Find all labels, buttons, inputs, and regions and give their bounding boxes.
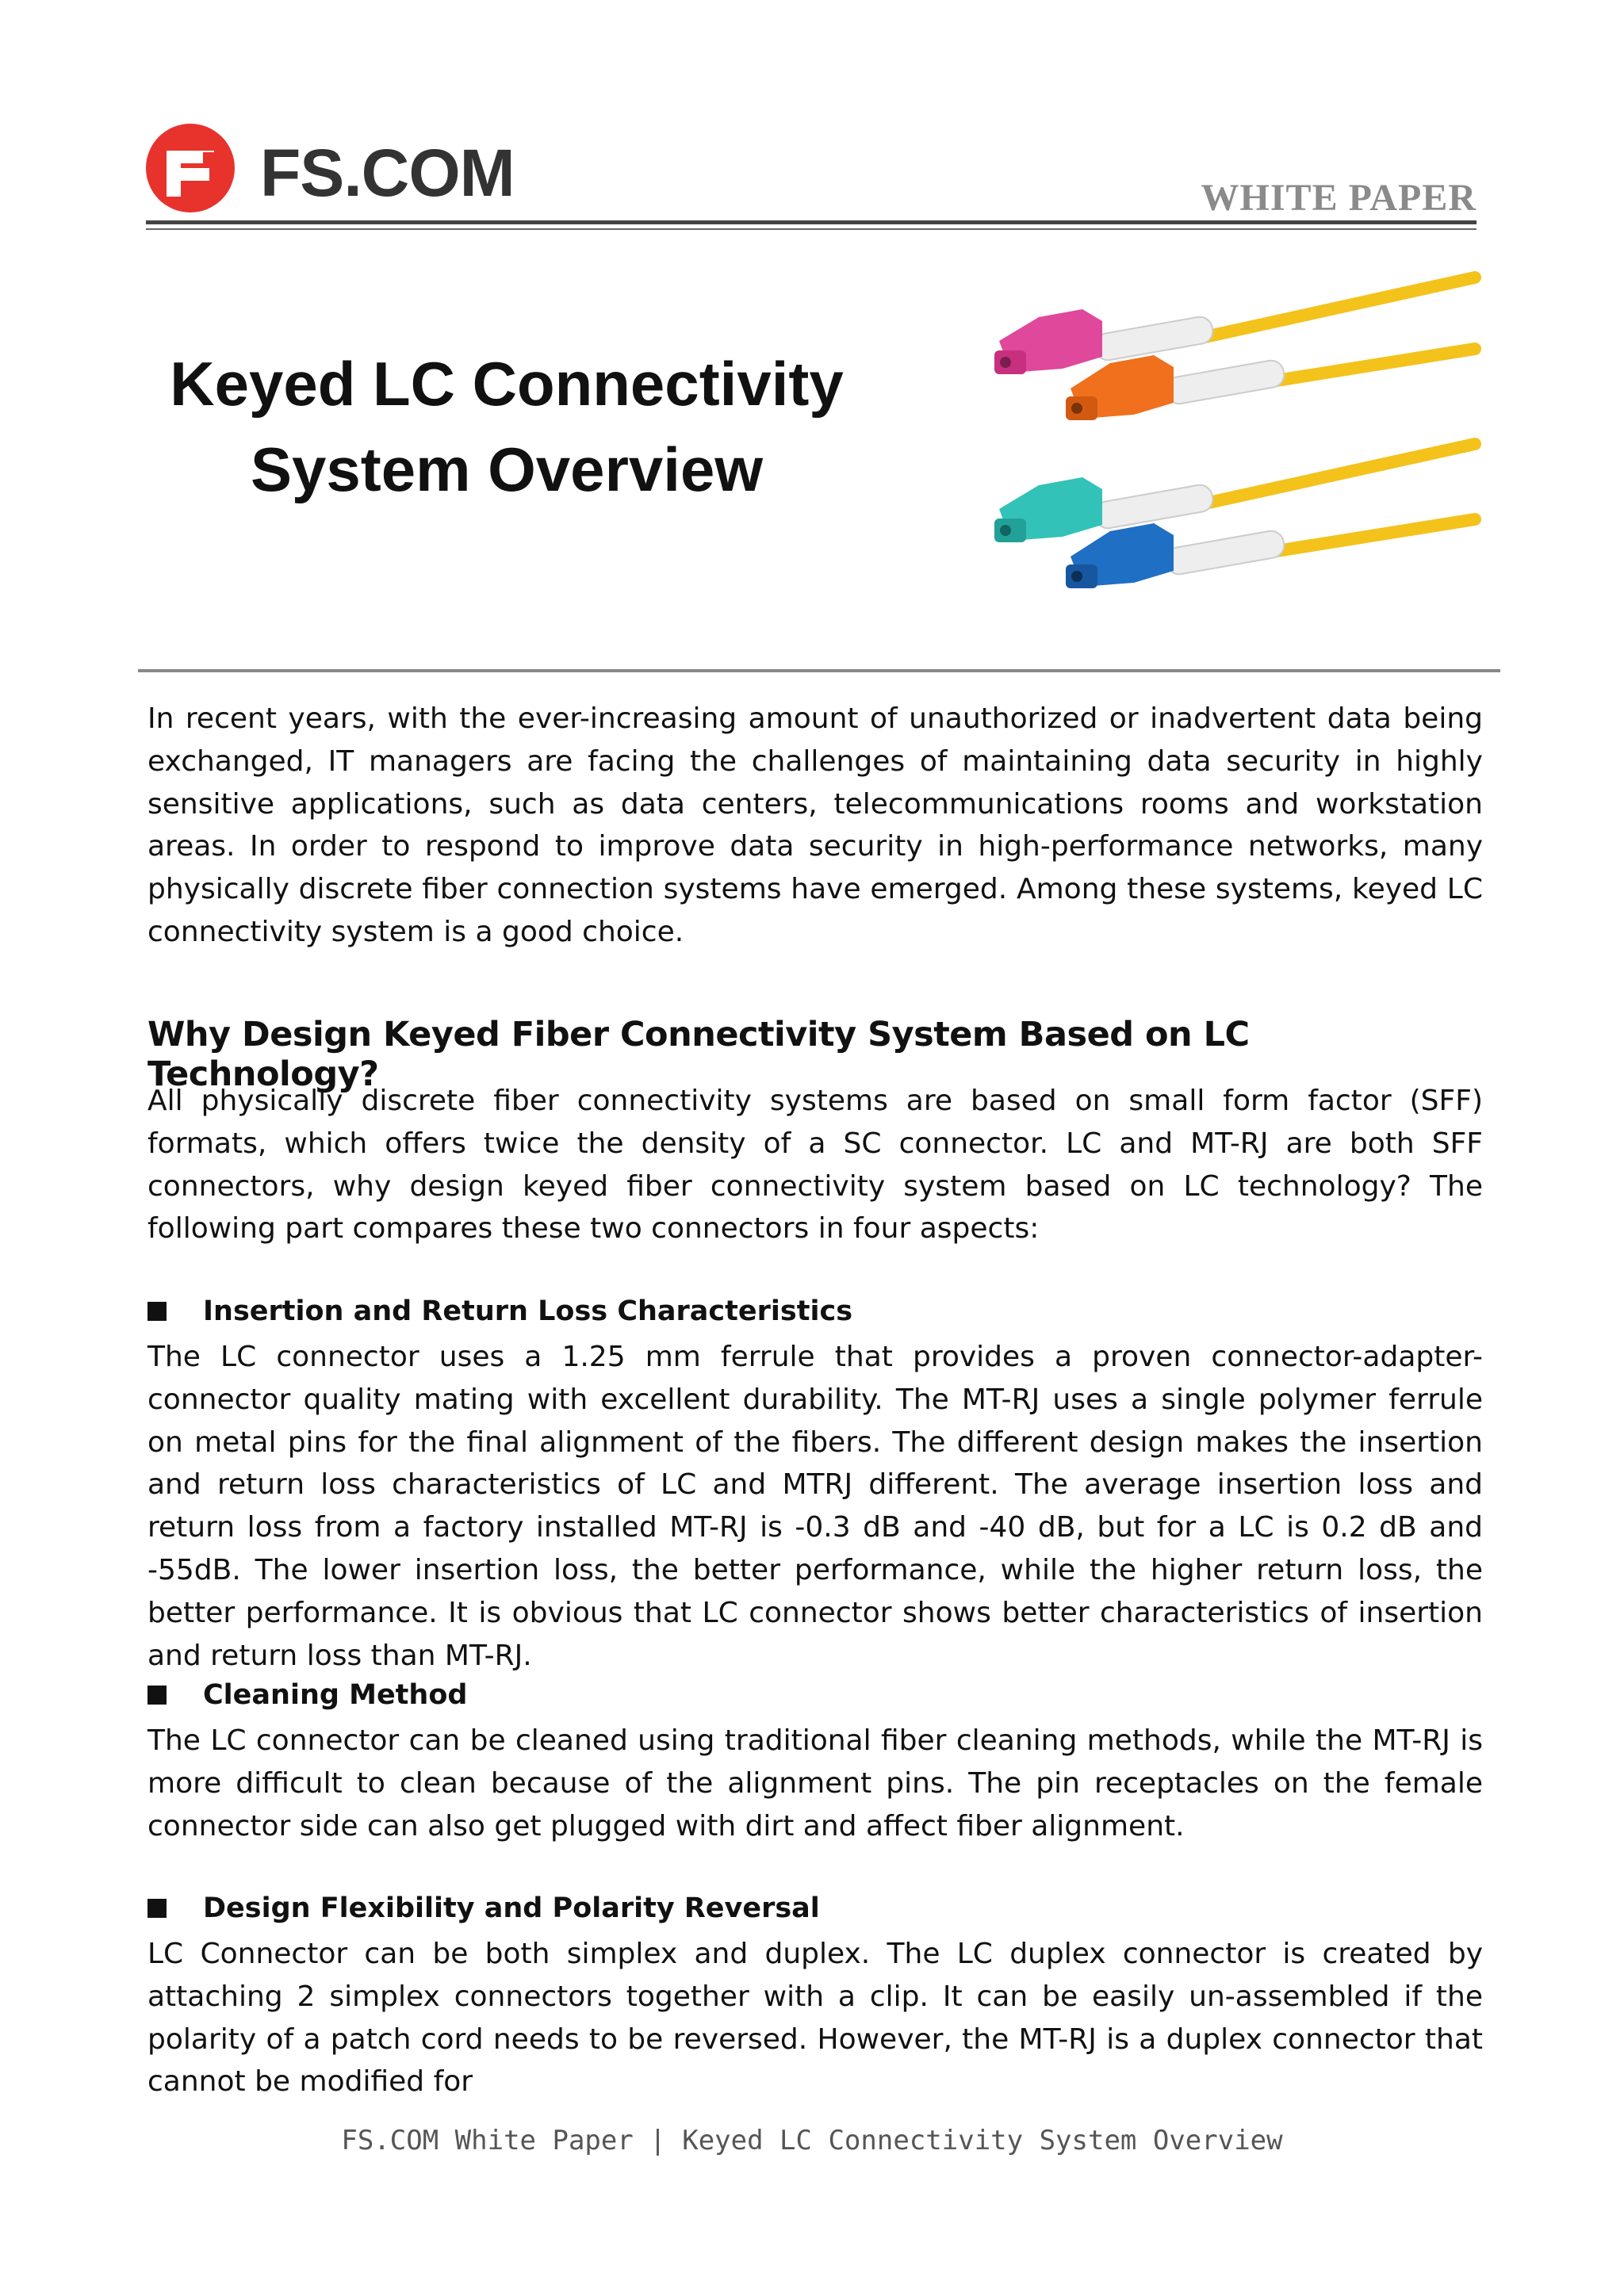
orange-connector-icon <box>1066 355 1174 420</box>
lc-connectors-illustration <box>944 262 1483 618</box>
bullet-text-insertion: The LC connector uses a 1.25 mm ferrule that provides a proven connector-adapter-connector quality mating with excellent durability. The MT-RJ uses a single polymer ferrule on metal pins for the final alignment of the fibers. The different design makes the insertion and return loss characteristics of LC and MTRJ different. The average insertion loss and return loss from a factory installed MT-RJ is -0.3 dB and -40 dB, but for a LC is 0.2 dB and -55dB. The lower insertion loss, the better performance, while the higher return loss, the better performance. It is obvious that LC connector shows better characteristics of insertion and return loss than MT-RJ. <box>147 1341 1483 1672</box>
bullet-heading-cleaning <box>147 1679 467 1711</box>
hero-divider <box>138 669 1500 672</box>
bullet-title: Cleaning Method <box>203 1679 468 1711</box>
bullet-title: Insertion and Return Loss Characteristics <box>203 1295 853 1327</box>
bullet-square-icon <box>147 1302 167 1321</box>
bullet-heading-design <box>147 1892 820 1924</box>
header-rule-thin <box>146 228 1477 230</box>
bullet-text-cleaning: The LC connector can be cleaned using traditional fiber cleaning methods, while the MT-RJ is more difficult to clean because of the alignment pins. The pin receptacles on the female connector side can also get plugged with dirt and affect fiber alignment. <box>147 1724 1483 1843</box>
bullet-text-design: LC Connector can be both simplex and duplex. The LC duplex connector is created by attaching 2 simplex connectors together with a clip. It can be easily un-assembled if the polarity of a patch cord needs to be reversed. However, the MT-RJ is a duplex connector that cannot be modified for <box>147 1938 1483 2099</box>
aqua-connector-icon <box>994 477 1102 542</box>
section-paragraph: All physically discrete fiber connectivity systems are based on small form factor (SFF) formats, which offers twice the density of a SC connector. LC and MT-RJ are both SFF connectors, why design keyed fiber connectivity system based on LC technology? The following part compares these two connectors in four aspects: <box>147 1085 1483 1246</box>
bullet-square-icon <box>147 1899 167 1918</box>
bullet-heading-insertion <box>147 1295 852 1327</box>
title-line-1: Keyed LC Connectivity <box>170 349 844 419</box>
white-paper-label: WHITE PAPER <box>1201 177 1477 219</box>
title-line-2: System Overview <box>250 434 764 504</box>
page-title <box>146 341 868 512</box>
page-footer: FS.COM White Paper | Keyed LC Connectivity System Overview <box>341 2125 1283 2156</box>
pink-connector-icon <box>994 309 1102 374</box>
fs-logo-icon <box>146 121 241 216</box>
header-rule <box>146 220 1477 224</box>
bullet-square-icon <box>147 1686 167 1705</box>
section-heading: Why Design Keyed Fiber Connectivity System Based on LC Technology? <box>147 1015 1250 1094</box>
fs-logo <box>146 121 527 216</box>
connector-image <box>944 262 1483 618</box>
logo-text: FS.COM <box>260 136 515 210</box>
blue-connector-icon <box>1066 523 1174 588</box>
intro-paragraph: In recent years, with the ever-increasing amount of unauthorized or inadvertent data being exchanged, IT managers are facing the challenges of maintaining data security in highly sensitive applications, such as data centers, telecommunications rooms and workstation areas. In order to respond to improve data security in high-performance networks, many physically discrete fiber connection systems have emerged. Among these systems, keyed LC connectivity system is a good choice. <box>147 702 1483 948</box>
bullet-title: Design Flexibility and Polarity Reversal <box>203 1892 820 1924</box>
